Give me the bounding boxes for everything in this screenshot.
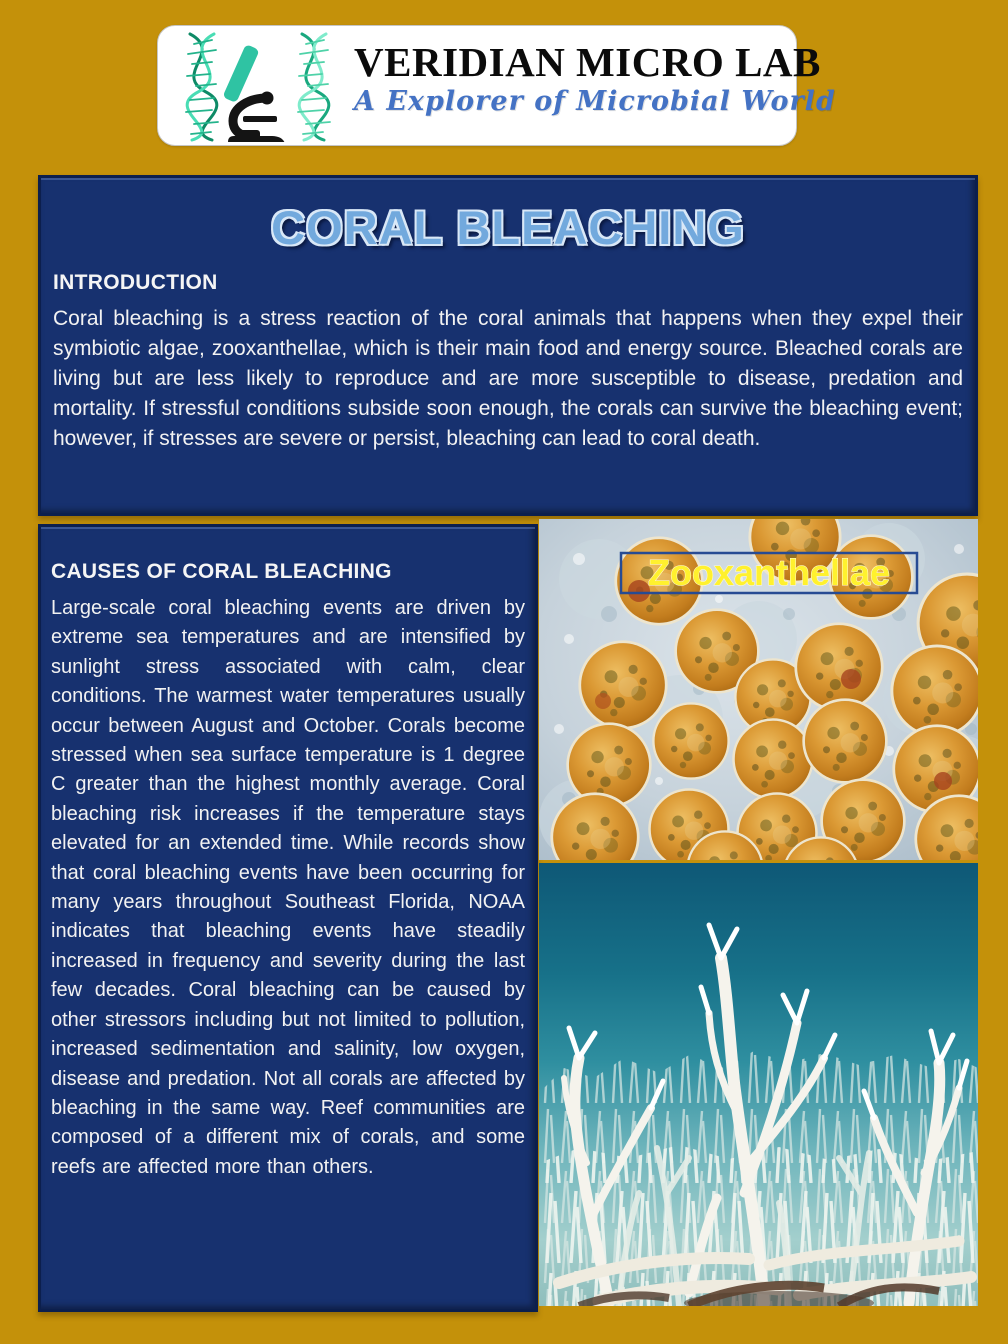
zooxanthellae-label-text: Zooxanthellae — [647, 552, 891, 593]
dna-helix-right-icon — [298, 34, 330, 140]
intro-body: Coral bleaching is a stress reaction of the coral animals that happens when they expel their symbiotic algae, zooxanthellae, which is their main food and energy source. Bleached corals are living but are less likely to reproduce and are more susceptible to disease, predation and mortality. If stressful conditions subside soon enough, the corals can survive the bleaching event; however, if stresses are severe or persist, bleaching can lead to coral death. — [53, 307, 963, 450]
zooxanthellae-figure — [539, 519, 978, 860]
lab-logo-graphic — [166, 30, 362, 142]
bleached-coral-figure — [539, 863, 978, 1306]
intro-heading: INTRODUCTION — [53, 271, 218, 294]
causes-body: Large-scale coral bleaching events are driven by extreme sea temperatures and are intensified by sunlight stress associated with calm, clear conditions. The warmest water temperatures usually occur between August and October. Corals become stressed when sea surface temperature is 1 degree C greater than the highest monthly average. Coral bleaching risk increases if the temperature stays elevated for an extended time. While records show that coral bleaching events have been occurring for many years throughout Southeast Florida, NOAA indicates that bleaching events have steadily increased in frequency and severity during the last few decades. Coral bleaching can be caused by other stressors including but not limited to pollution, increased sedimentation and salinity, low oxygen, disease and predation. Not all corals are affected by bleaching in the same way. Reef communities are composed of a different mix of corals, and some reefs are affected more than others. — [51, 597, 525, 1178]
lab-logo — [166, 30, 362, 142]
zooxanthellae-micrograph — [539, 519, 978, 860]
intro-panel — [38, 175, 978, 516]
causes-panel — [38, 524, 538, 1312]
brand-tagline: A Explorer of Microbial World — [354, 86, 836, 117]
header-card — [157, 25, 836, 146]
brand-block — [354, 26, 836, 145]
zooxanthellae-label — [621, 552, 917, 593]
dna-helix-left-icon — [186, 34, 218, 140]
microscope-icon — [222, 44, 285, 142]
causes-heading: CAUSES OF CORAL BLEACHING — [51, 560, 392, 583]
brand-name: VERIDIAN MICRO LAB — [354, 39, 821, 85]
poster-title: CORAL BLEACHING — [271, 201, 745, 254]
bleached-coral-photo — [539, 863, 978, 1306]
